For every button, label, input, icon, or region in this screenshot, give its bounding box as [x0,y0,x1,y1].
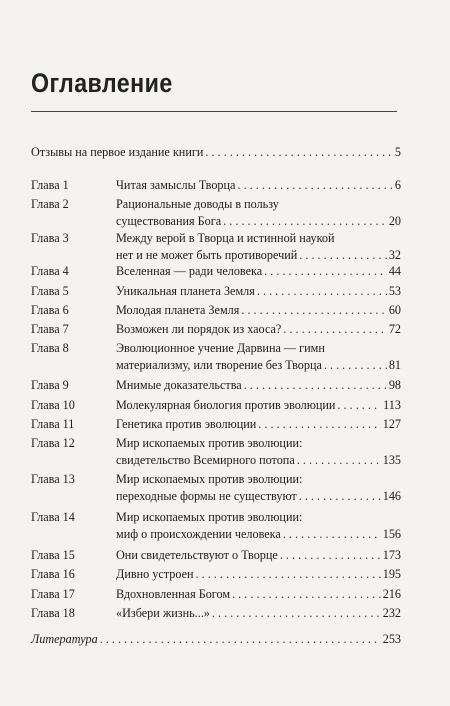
toc-page-number: 253 [382,632,401,646]
dot-leader [299,248,387,263]
toc-entry-title: Вселенная — ради человека [116,264,263,278]
toc-entry-line [116,527,401,542]
toc-entry-title: Молодая планета Земля [116,303,240,317]
dot-leader [241,303,386,318]
toc-entry-title: Мнимые доказательства [116,378,242,392]
toc-entry-title: миф о происхождении человека [116,527,281,541]
chapter-title-block [116,436,401,468]
chapter-label: Глава 12 [31,436,75,450]
toc-entry-title: Уникальная планета Земля [116,284,255,298]
toc-entry-line [116,453,401,468]
chapter-label: Глава 3 [31,231,69,245]
dot-leader [257,284,387,299]
toc-page-number: 216 [382,587,401,601]
toc-entry-line [31,145,401,160]
chapter-title-line: Эволюционное учение Дарвина — гимн [116,341,325,355]
toc-page-number: 195 [382,567,401,581]
toc-page-number: 20 [388,214,401,228]
chapter-label: Глава 16 [31,567,75,581]
toc-page-number: 53 [388,284,401,298]
toc-page-number: 127 [382,417,401,431]
toc-entry-line [31,632,401,647]
toc-entry-title: Они свидетельствуют о Творце [116,548,278,562]
toc-entry-line [116,178,401,193]
dot-leader [244,378,387,393]
chapter-label: Глава 8 [31,341,69,355]
dot-leader [337,398,381,413]
toc-entry-line [116,214,401,229]
dot-leader [299,489,381,504]
toc-page-number: 156 [382,527,401,541]
chapter-title-line: Рациональные доводы в пользу [116,197,279,211]
chapter-title-block [116,284,401,299]
toc-entry-line [116,264,401,279]
toc-entry-title: Вдохновленная Богом [116,587,231,601]
chapter-title-block [116,341,401,373]
chapter-label: Глава 2 [31,197,69,211]
toc-entry-title: переходные формы не существуют [116,489,297,503]
toc-entry-title: материализму, или творение без Творца [116,358,322,372]
toc-entry-line [116,587,401,602]
toc-page-number: 98 [388,378,401,392]
dot-leader [324,358,387,373]
chapter-title-block [116,472,401,504]
toc-entry-title: Дивно устроен [116,567,194,581]
toc-entry-title: Молекулярная биология против эволюции [116,398,336,412]
chapter-title-block [116,510,401,542]
toc-entry-title: Читая замыслы Творца [116,178,236,192]
toc-page-number: 113 [383,398,401,412]
chapter-title-block [116,378,401,393]
toc-preface-line [31,145,401,160]
chapter-label: Глава 6 [31,303,69,317]
chapter-title-block [116,231,401,263]
dot-leader [297,453,381,468]
toc-entry-title: Отзывы на первое издание книги [31,145,204,159]
chapter-title-line: Между верой в Творца и истинной наукой [116,231,335,245]
toc-entry-title: нет и не может быть противоречий [116,248,298,262]
toc-entry-line [116,378,401,393]
toc-entry-line [116,548,401,563]
toc-entry-line [116,398,401,413]
chapter-label: Глава 9 [31,378,69,392]
chapter-title-block [116,303,401,318]
toc-entry-line [116,606,401,621]
toc-page-number: 32 [388,248,401,262]
chapter-label: Глава 18 [31,606,75,620]
toc-entry-title: существования Бога [116,214,222,228]
chapter-label: Глава 7 [31,322,69,336]
toc-literature-line [31,632,401,647]
dot-leader [283,527,381,542]
chapter-title-block [116,178,401,193]
chapter-label: Глава 10 [31,398,75,412]
dot-leader [264,264,387,279]
dot-leader [205,145,393,160]
toc-page-number: 72 [388,322,401,336]
toc-page-number: 232 [382,606,401,620]
toc-entry-line [116,248,401,263]
title-rule [31,111,397,112]
chapter-label: Глава 14 [31,510,75,524]
toc-entry-line [116,322,401,337]
chapter-label: Глава 1 [31,178,69,192]
dot-leader [100,632,381,647]
chapter-title-line: Мир ископаемых против эволюции: [116,510,303,524]
toc-page-number: 60 [388,303,401,317]
dot-leader [232,587,381,602]
chapter-title-block [116,417,401,432]
dot-leader [237,178,392,193]
chapter-label: Глава 4 [31,264,69,278]
toc-entry-title: «Избери жизнь...» [116,606,210,620]
chapter-title-block [116,606,401,621]
toc-entry-line [116,358,401,373]
toc-entry-line [116,567,401,582]
chapter-title-block [116,197,401,229]
chapter-label: Глава 15 [31,548,75,562]
toc-page-number: 173 [382,548,401,562]
chapter-title-block [116,322,401,337]
toc-page-number: 6 [394,178,401,192]
chapter-title-line: Мир ископаемых против эволюции: [116,472,303,486]
chapter-title-block [116,548,401,563]
dot-leader [258,417,380,432]
toc-page-number: 81 [388,358,401,372]
chapter-label: Глава 11 [31,417,75,431]
chapter-label: Глава 17 [31,587,75,601]
chapter-title-block [116,567,401,582]
toc-entry-title: Генетика против эволюции [116,417,257,431]
toc-entry-title: Возможен ли порядок из хаоса? [116,322,282,336]
toc-entry-title: Литература [31,632,98,646]
toc-page-number: 44 [388,264,401,278]
chapter-title-block [116,264,401,279]
chapter-title-line: Мир ископаемых против эволюции: [116,436,303,450]
chapter-title-block [116,398,401,413]
dot-leader [196,567,381,582]
toc-page-number: 146 [382,489,401,503]
chapter-label: Глава 5 [31,284,69,298]
toc-page-number: 5 [394,145,401,159]
toc-entry-line [116,303,401,318]
dot-leader [212,606,381,621]
dot-leader [283,322,386,337]
toc-entry-line [116,284,401,299]
page-title: Оглавление [31,68,173,98]
dot-leader [280,548,381,563]
chapter-title-block [116,587,401,602]
toc-entry-title: свидетельство Всемирного потопа [116,453,295,467]
chapter-label: Глава 13 [31,472,75,486]
toc-page-number: 135 [382,453,401,467]
toc-entry-line [116,417,401,432]
toc-entry-line [116,489,401,504]
dot-leader [223,214,387,229]
